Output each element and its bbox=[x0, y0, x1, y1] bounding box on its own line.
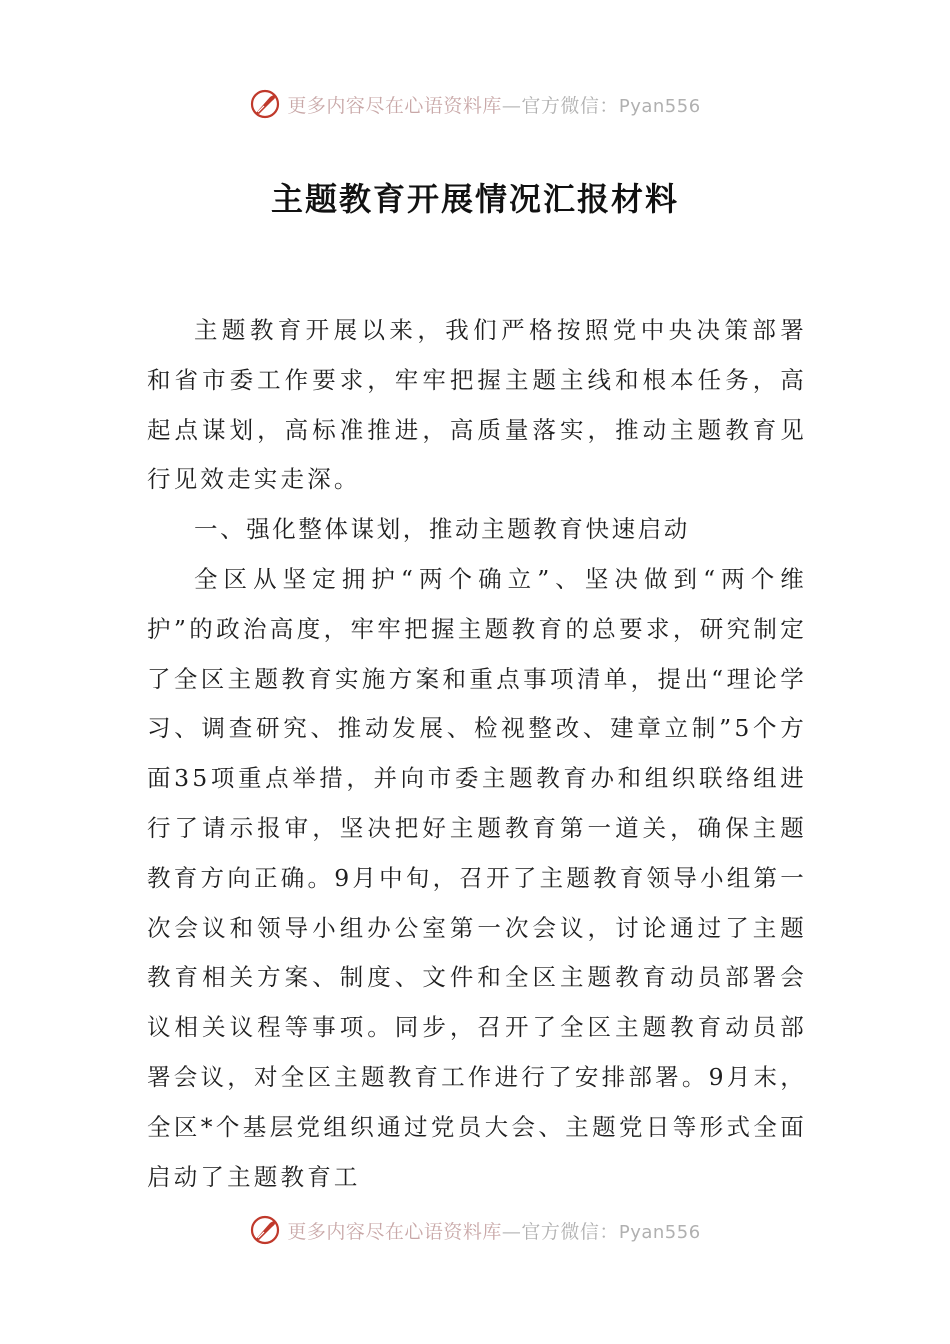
footer-watermark-banner bbox=[0, 1210, 950, 1250]
banner-wechat-id: Pyan556 bbox=[618, 1221, 701, 1243]
banner-lead: 更多内容尽在心语资料库 bbox=[287, 94, 502, 117]
banner-dash: — bbox=[501, 94, 522, 117]
banner-text bbox=[287, 1217, 700, 1244]
banner-dash: — bbox=[501, 1220, 522, 1243]
quill-logo-icon bbox=[249, 1214, 281, 1246]
quill-logo-icon bbox=[249, 88, 281, 120]
banner-wechat-id: Pyan556 bbox=[618, 95, 701, 117]
banner-text bbox=[287, 91, 700, 118]
banner-official: 官方微信： bbox=[521, 1220, 619, 1243]
body-paragraph: 全区从坚定拥护“两个确立”、坚决做到“两个维护”的政治高度，牢牢把握主题教育的总要求，研究制定了全区主题教育实施方案和重点事项清单，提出“理论学习、调查研究、推动发展、检视整改、建章立制”5个方面35项重点举措，并向市委主题教育办和组织联络组进行了请示报审，坚决把好主题教育第一道关，确保主题教育方向正确。9月中旬，召开了主题教育领导小组第一次会议和领导小组办公室第一次会议，讨论通过了主题教育相关方案、制度、文件和全区主题教育动员部署会议相关议程等事项。同步，召开了全区主题教育动员部署会议，对全区主题教育工作进行了安排部署。9月末，全区*个基层党组织通过党员大会、主题党日等形式全面启动了主题教育工 bbox=[147, 564, 807, 1191]
section-heading: 一、强化整体谋划，推动主题教育快速启动 bbox=[194, 515, 690, 544]
document-title: 主题教育开展情况汇报材料 bbox=[270, 180, 679, 218]
header-watermark-banner bbox=[0, 84, 950, 124]
banner-lead: 更多内容尽在心语资料库 bbox=[287, 1220, 502, 1243]
document-body bbox=[147, 306, 807, 1202]
intro-paragraph: 主题教育开展以来，我们严格按照党中央决策部署和省市委工作要求，牢牢把握主题主线和根本任务，高起点谋划，高标准推进，高质量落实，推动主题教育见行见效走实走深。 bbox=[147, 316, 807, 494]
banner-official: 官方微信： bbox=[521, 94, 619, 117]
